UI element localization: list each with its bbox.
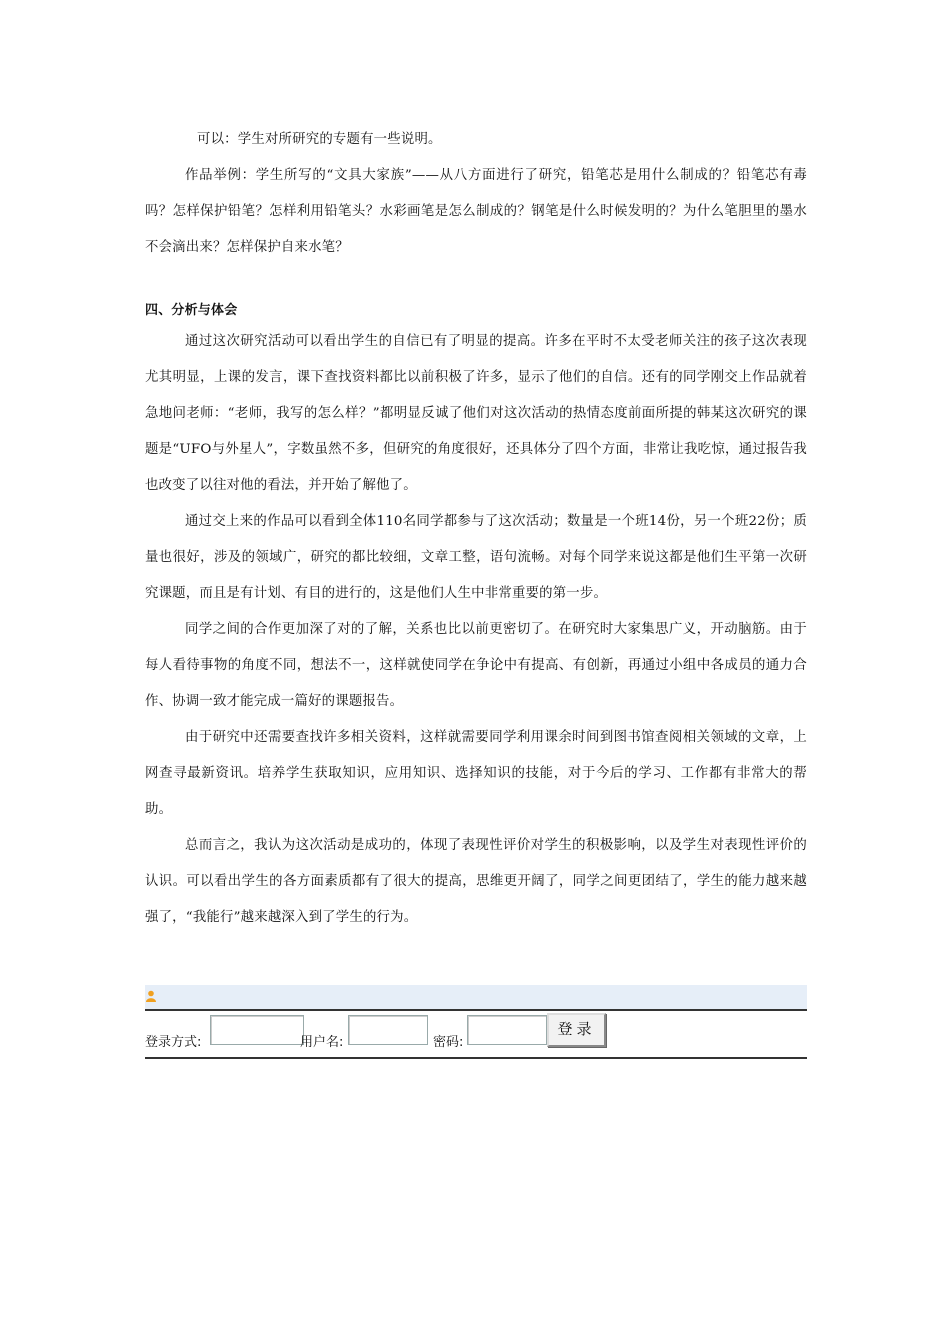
paragraph: 可以：学生对所研究的专题有一些说明。: [197, 132, 442, 147]
user-icon: [145, 987, 157, 999]
login-header-bar: [145, 985, 807, 1011]
username-label: 用户名:: [300, 1035, 344, 1050]
paragraph: 通过交上来的作品可以看到全体110名同学都参与了这次活动；数量是一个班14份，另一个班22份；质量也很好，涉及的领域广，研究的都比较细，文章工整，语句流畅。对每个同学来说这都是他们生平第一次研究课题，而且是有计划、有目的进行的，这是他们人生中非常重要的第一步。: [145, 514, 807, 601]
login-button[interactable]: 登录: [547, 1013, 606, 1047]
login-method-label: 登录方式:: [145, 1035, 202, 1050]
login-form: [145, 1011, 807, 1059]
paragraph: 通过这次研究活动可以看出学生的自信已有了明显的提高。许多在平时不太受老师关注的孩子这次表现尤其明显，上课的发言，课下查找资料都比以前积极了许多，显示了他们的自信。还有的同学刚交上作品就着急地问老师：“老师，我写的怎么样？”都明显反诚了他们对这次活动的热情态度前面所提的韩某这次研究的课题是“UFO与外星人”，字数虽然不多，但研究的角度很好，还具体分了四个方面，非常让我吃惊，通过报告我也改变了以往对他的看法，并开始了解他了。: [145, 334, 807, 493]
login-method-field[interactable]: [210, 1015, 304, 1045]
paragraph: 同学之间的合作更加深了对的了解，关系也比以前更密切了。在研究时大家集思广义，开动脑筋。由于每人看待事物的角度不同，想法不一，这样就使同学在争论中有提高、有创新，再通过小组中各成员的通力合作、协调一致才能完成一篇好的课题报告。: [145, 622, 807, 709]
paragraph: 作品举例：学生所写的“文具大家族”——从八方面进行了研究，铅笔芯是用什么制成的？铅笔芯有毒吗？怎样保护铅笔？怎样利用铅笔头？水彩画笔是怎么制成的？钢笔是什么时候发明的？为什么笔胆里的墨水不会滴出来？怎样保护自来水笔？: [145, 168, 807, 255]
paragraph: 总而言之，我认为这次活动是成功的，体现了表现性评价对学生的积极影响，以及学生对表现性评价的认识。可以看出学生的各方面素质都有了很大的提高，思维更开阔了，同学之间更团结了，学生的能力越来越强了，“我能行”越来越深入到了学生的行为。: [145, 838, 807, 925]
paragraph: 由于研究中还需要查找许多相关资料，这样就需要同学利用课余时间到图书馆查阅相关领域的文章，上网查寻最新资讯。培养学生获取知识，应用知识、选择知识的技能，对于今后的学习、工作都有非常大的帮助。: [145, 730, 807, 817]
password-label: 密码:: [433, 1035, 464, 1050]
section-heading: 四、分析与体会: [145, 303, 238, 318]
password-field[interactable]: [467, 1015, 547, 1045]
document-body: [145, 122, 807, 936]
username-field[interactable]: [348, 1015, 428, 1045]
